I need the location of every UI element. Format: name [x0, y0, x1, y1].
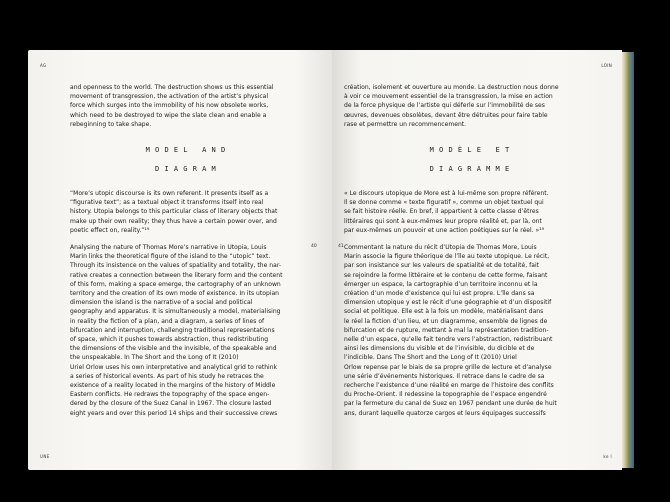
left-intro-paragraph: and openness to the world. The destruction shows us this essential movement of transgression, the activation of the artist’s physical force which surges into the immobility of his now obsolete works, which need to be destroyed to wipe the slate clean and enable a rebeginning to take shape.	[70, 84, 274, 128]
right-section-heading-line2: DIAGRAMME	[429, 165, 515, 173]
left-body-paragraph: Analysing the nature of Thomas More’s narrative in Utopia, Louis Marin links the theoretical figure of the island to the “utopic” text. Through its insistence on the values of spatiality and totality, the nar- rative creates a connection between the literary form and the content of this form, making a space emerge, the cartography of an unknown territory and the creation of its own mode of existence. In its utopian dimension the island is the narrative of a social and political geography and apparatus. It is simultaneously a model, materialising in reality the fiction of a plan, and a diagram, a series of lines of bifurcation and interruption, challenging traditional representations of space, which it pushes towards abstraction, thus redistributing the dimensions of the visible and the invisible, of the speakable and the unspeakable. In The Short and the Long of It (2010) Uriel Orlow uses his own interpretative and analytical grid to rethink a series of historical events. As part of his study he retraces the existence of a reality located in the margins of the history of Middle Eastern conflicts. He redraws the topography of the space engen- dered by the closure of the Suez Canal in 1967. The closure lasted eight years and over this period 14 ships and their successive crews	[70, 244, 283, 417]
right-body-paragraph: Commentant la nature du récit d’Utopia de Thomas More, Louis Marin associe la figure théorique de l’île au texte utopique. Le récit, par son insistance sur les valeurs de spatialité et de totalité, fait se rejoindre la forme littéraire et le contenu de cette forme, faisant émerger un espace, la cartographie d’un territoire inconnu et la création d’un mode d’existence qui lui est propre. L’île dans sa dimension utopique y est le récit d’une géographie et d’un dispositif social et politique. Elle est à la fois un modèle, matérialisant dans le réel la fiction d’un lieu, et un diagramme, ensemble de lignes de bifurcation et de rupture, mettant à mal la représentation tradition- nelle d’un espace, qu’elle fait tendre vers l’abstraction, redistribuant ainsi les dimensions du visible et de l’invisible, du dicible et de l’indicible. Dans The Short and the Long of It (2010) Uriel Orlow repense par le biais de sa propre grille de lecture et d’analyse une série d’événements historiques. Il retrace dans le cadre de sa recherche l’existence d’une réalité en marge de l’histoire des conflits du Proche-Orient. Il redessine la topographie de l’espace engendré par la fermeture du canal de Suez en 1967 pendant une durée de huit ans, durant laquelle quatorze cargos et leurs équipages successifs	[344, 244, 557, 417]
left-page	[28, 50, 332, 470]
page-number-left: 40	[311, 244, 317, 249]
right-section-heading-line1: MODÈLE ET	[429, 146, 515, 154]
page-edges	[622, 52, 634, 468]
left-section-heading-line2: DIAGRAM	[155, 165, 221, 173]
page-number-right: 41	[338, 244, 344, 249]
right-quote-paragraph: « Le discours utopique de More est à lui-même son propre référent. Il se donne comme « texte figuratif », comme un objet textuel qui se fait histoire réelle. En bref, il appartient à cette classe d’êtres littéraires qui sont à eux-mêmes leur propre réalité et, par là, ont par eux-mêmes un pouvoir et une action poétiques sur le réel. »¹⁹	[344, 190, 549, 234]
right-page	[332, 50, 622, 470]
left-section-heading-line1: MODEL AND	[145, 146, 231, 154]
running-head-left: AG	[40, 63, 47, 68]
running-head-right: LOIN	[601, 63, 612, 68]
footer-left: UNE	[40, 454, 50, 459]
right-intro-paragraph: création, isolement et ouverture au monde. La destruction nous donne à voir ce mouvement essentiel de la transgression, la mise en action de la force physique de l’artiste qui déferle sur l’immobilité de ses œuvres, devenues obsolètes, devant être détruites pour faire table rase et permettre un recommencement.	[344, 84, 559, 128]
open-book	[28, 50, 634, 470]
footer-right: ke l	[603, 454, 612, 459]
left-quote-paragraph: “More’s utopic discourse is its own referent. It presents itself as a “figurative text”; as a textual object it transforms itself into real history. Utopia belongs to this particular class of literary objects that make up their own reality; they thus have a certain power over, and poetic effect on, reality.”¹⁹	[70, 190, 278, 234]
